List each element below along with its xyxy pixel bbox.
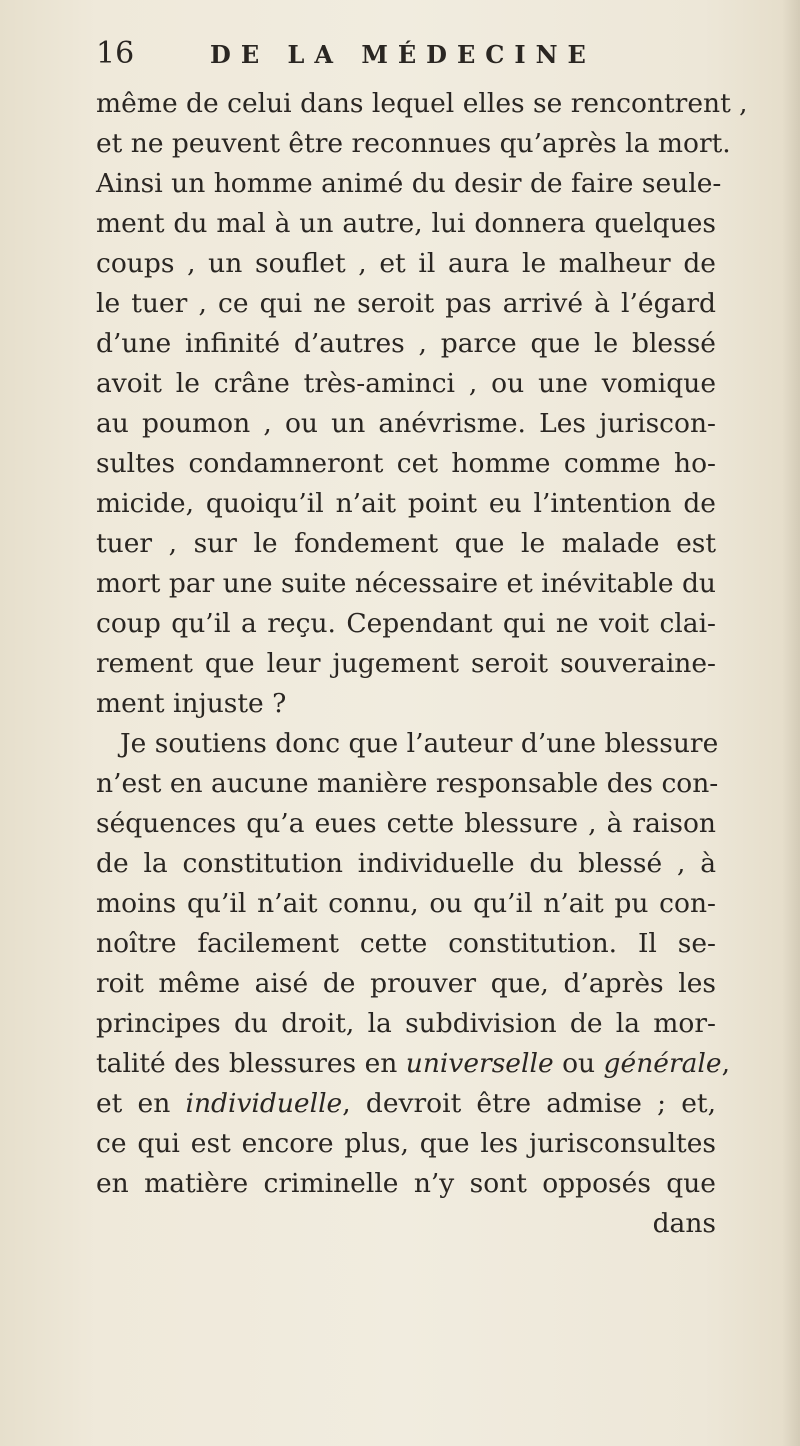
text-line: ment du mal à un autre, lui donnera quelques [96,208,716,239]
text-line: noître facilement cette constitution. Il se- [96,928,716,959]
text-line: roit même aisé de prouver que, d’après les [96,968,716,999]
text-line: même de celui dans lequel elles se rencontrent , [96,88,748,119]
page-header [96,36,740,80]
text-fragment: ou [562,1048,596,1079]
text-line: n’est en aucune manière responsable des con- [96,768,719,799]
text-line: ment injuste ? [96,688,287,719]
text-line [96,1044,731,1084]
emphasis-individuelle: individuelle [185,1088,343,1119]
text-line: et ne peuvent être reconnues qu’après la mort. [96,128,731,159]
text-line: principes du droit, la subdivision de la mor- [96,1008,716,1039]
text-line: sultes condamneront cet homme comme ho- [96,448,716,479]
catchword: dans [652,1208,716,1239]
text-line: coup qu’il a reçu. Cependant qui ne voit clai- [96,608,716,639]
text-line: micide, quoiqu’il n’ait point eu l’intention de [96,488,716,519]
text-fragment: , devroit être admise ; et, [342,1088,716,1119]
text-line: d’une infinité d’autres , parce que le blessé [96,328,716,359]
text-fragment: talité des blessures en [96,1048,398,1079]
text-line [96,1084,716,1124]
text-line: séquences qu’a eues cette blessure , à raison [96,808,716,839]
text-fragment: , [721,1048,731,1079]
text-line: ce qui est encore plus, que les jurisconsultes [96,1128,716,1159]
running-title: DE LA MÉDECINE [210,40,596,69]
page-number: 16 [96,36,135,71]
text-line: Je soutiens donc que l’auteur d’une blessure [120,728,719,759]
emphasis-universelle: universelle [405,1048,554,1079]
text-line: le tuer , ce qui ne seroit pas arrivé à l’égard [96,288,716,319]
text-line: Ainsi un homme animé du desir de faire seule- [96,168,722,199]
text-line: mort par une suite nécessaire et inévitable du [96,568,716,599]
body-text [96,84,748,1244]
text-line: tuer , sur le fondement que le malade est [96,528,716,559]
text-fragment: et en [96,1088,171,1119]
text-line: rement que leur jugement seroit souveraine- [96,648,716,679]
text-line: au poumon , ou un anévrisme. Les juriscon- [96,408,716,439]
emphasis-generale: générale [603,1048,722,1079]
page-edge-shadow [782,0,800,1446]
text-line: de la constitution individuelle du blessé , à [96,848,716,879]
text-line: coups , un souflet , et il aura le malheur de [96,248,716,279]
text-line: avoit le crâne très-aminci , ou une vomique [96,368,716,399]
text-line: en matière criminelle n’y sont opposés que [96,1168,716,1199]
text-line: moins qu’il n’ait connu, ou qu’il n’ait pu con- [96,888,716,919]
